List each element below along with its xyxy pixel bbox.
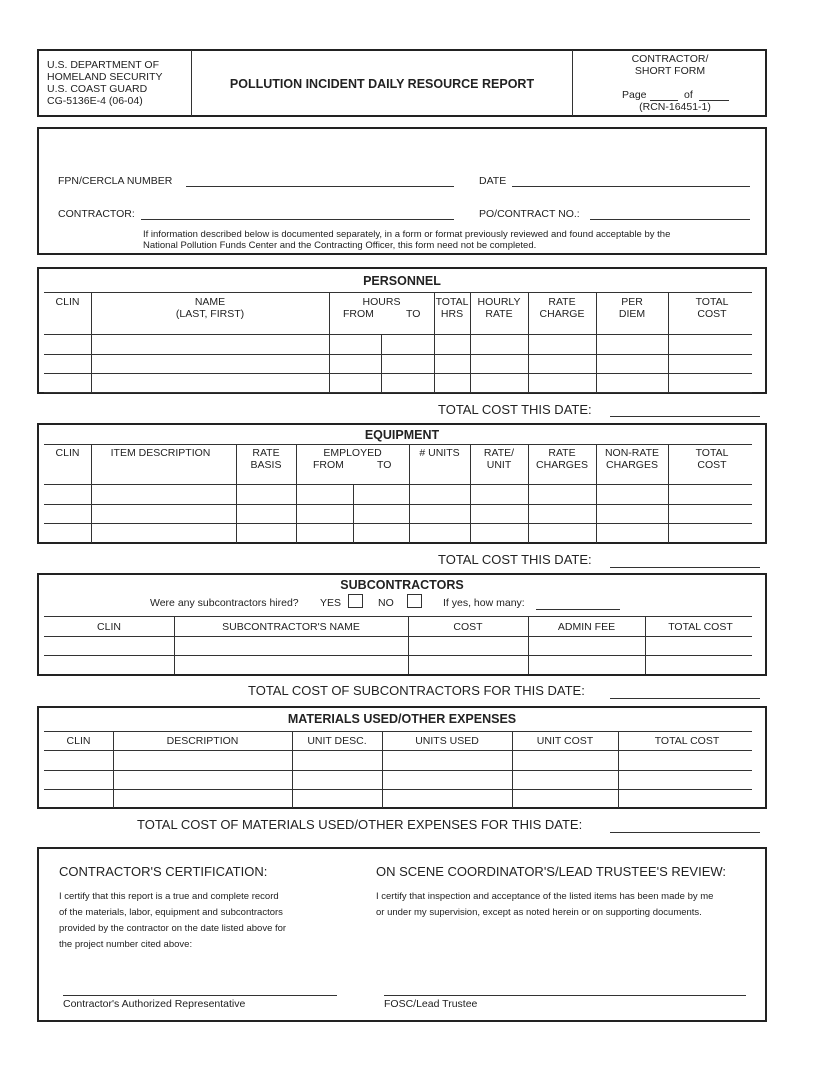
form-title: POLLUTION INCIDENT DAILY RESOURCE REPORT: [229, 77, 535, 91]
materials-top-rule: [44, 731, 752, 732]
equipment-h-rate-charges: RATE: [548, 447, 576, 459]
personnel-h-name-sub: (LAST, FIRST): [175, 308, 245, 320]
date-field[interactable]: [512, 186, 750, 187]
page-label: Page: [622, 89, 647, 101]
equipment-h-rate-charges-sub: CHARGES: [536, 459, 588, 471]
subcontractors-question: Were any subcontractors hired?: [150, 597, 299, 609]
of-label: of: [684, 89, 693, 101]
equipment-col-divider: [353, 484, 354, 543]
certification-text-4: the project number cited above:: [59, 939, 193, 950]
personnel-h-rate-sub: CHARGE: [539, 308, 585, 320]
materials-h-unit-cost: UNIT COST: [536, 735, 594, 747]
personnel-h-totalcost-sub: COST: [697, 308, 727, 320]
equipment-row-rule: [44, 484, 752, 485]
materials-total-field[interactable]: [610, 832, 760, 833]
materials-row-rule: [44, 770, 752, 771]
fosc-signature-label: FOSC/Lead Trustee: [384, 998, 478, 1010]
personnel-h-to: TO: [406, 308, 421, 320]
equipment-h-totalcost-sub: COST: [697, 459, 727, 471]
personnel-h-total: TOTAL: [435, 296, 469, 308]
form-type-line-2: SHORT FORM: [634, 65, 706, 77]
subcontractors-row-rule: [44, 636, 752, 637]
subcontractors-h-cost: COST: [453, 621, 483, 633]
personnel-h-clin: CLIN: [55, 296, 80, 308]
personnel-h-totalcost: TOTAL: [695, 296, 729, 308]
no-label: NO: [378, 597, 394, 609]
agency-line-2: HOMELAND SECURITY: [47, 71, 163, 83]
info-note-line-1: If information described below is documented separately, in a form or format previously reviewed and found acceptable by the: [143, 229, 671, 240]
personnel-h-name: NAME: [194, 296, 226, 308]
contractor-label: CONTRACTOR:: [58, 208, 135, 220]
equipment-h-clin: CLIN: [55, 447, 80, 459]
fpn-field[interactable]: [186, 186, 454, 187]
equipment-top-rule: [44, 444, 752, 445]
equipment-h-units: # UNITS: [419, 447, 460, 459]
rcn-number: (RCN-16451-1): [639, 101, 711, 113]
subcontractors-h-clin: CLIN: [97, 621, 121, 633]
contractor-signature-label: Contractor's Authorized Representative: [63, 998, 246, 1010]
subcontractors-h-name: SUBCONTRACTOR'S NAME: [222, 621, 360, 633]
form-number: CG-5136E-4 (06-04): [47, 95, 143, 107]
certification-text-2: of the materials, labor, equipment and subcontractors: [59, 907, 283, 918]
po-label: PO/CONTRACT NO.:: [479, 208, 580, 220]
form-type-line-1: CONTRACTOR/: [631, 53, 709, 65]
contractor-signature-line[interactable]: [63, 995, 337, 996]
personnel-h-hourly-sub: RATE: [485, 308, 513, 320]
certification-text-3: provided by the contractor on the date listed above for: [59, 923, 287, 934]
info-note-line-2: National Pollution Funds Center and the Contracting Officer, this form need not be completed.: [143, 240, 537, 251]
materials-total-label: TOTAL COST OF MATERIALS USED/OTHER EXPENSES FOR THIS DATE:: [137, 817, 583, 832]
materials-row-rule: [44, 789, 752, 790]
materials-h-units-used: UNITS USED: [415, 735, 479, 747]
review-text-1: I certify that inspection and acceptance of the listed items has been made by me: [376, 891, 714, 902]
personnel-h-hourly: HOURLY: [477, 296, 521, 308]
personnel-h-hours: HOURS: [362, 296, 401, 308]
personnel-col-divider: [381, 334, 382, 392]
materials-h-desc: DESCRIPTION: [166, 735, 239, 747]
equipment-total-field[interactable]: [610, 567, 760, 568]
materials-title: MATERIALS USED/OTHER EXPENSES: [287, 712, 517, 726]
equipment-h-rate-unit: RATE/: [483, 447, 515, 459]
yes-checkbox[interactable]: [348, 594, 363, 608]
subcontractors-total-label: TOTAL COST OF SUBCONTRACTORS FOR THIS DATE:: [248, 683, 585, 698]
equipment-h-totalcost: TOTAL: [695, 447, 729, 459]
certification-title: CONTRACTOR'S CERTIFICATION:: [59, 864, 268, 879]
subcontractors-title: SUBCONTRACTORS: [340, 578, 464, 592]
date-label: DATE: [479, 175, 507, 187]
equipment-h-employed: EMPLOYED: [323, 447, 382, 459]
equipment-h-to: TO: [377, 459, 392, 471]
personnel-row-rule: [44, 354, 752, 355]
equipment-row-rule: [44, 523, 752, 524]
contractor-field[interactable]: [141, 219, 454, 220]
how-many-label: If yes, how many:: [443, 597, 525, 609]
equipment-h-nonrate: NON-RATE: [604, 447, 660, 459]
subcontractors-total-field[interactable]: [610, 698, 760, 699]
personnel-top-rule: [44, 292, 752, 293]
personnel-row-rule: [44, 392, 752, 393]
personnel-h-rate: RATE: [548, 296, 576, 308]
materials-h-clin: CLIN: [66, 735, 91, 747]
equipment-title: EQUIPMENT: [364, 428, 440, 442]
review-title: ON SCENE COORDINATOR'S/LEAD TRUSTEE'S REVIEW:: [376, 864, 727, 879]
subcontractors-h-total: TOTAL COST: [668, 621, 733, 633]
subcontractors-row-rule: [44, 655, 752, 656]
equipment-h-rate-basis-sub: BASIS: [250, 459, 282, 471]
fpn-label: FPN/CERCLA NUMBER: [58, 175, 173, 187]
agency-line-3: U.S. COAST GUARD: [47, 83, 148, 95]
personnel-title: PERSONNEL: [363, 274, 441, 288]
equipment-row-rule: [44, 504, 752, 505]
personnel-row-rule: [44, 334, 752, 335]
review-text-2: or under my supervision, except as noted herein or on supporting documents.: [376, 907, 702, 918]
personnel-h-per: PER: [621, 296, 643, 308]
materials-h-total: TOTAL COST: [654, 735, 720, 747]
personnel-h-from: FROM: [343, 308, 374, 320]
materials-h-unit-desc: UNIT DESC.: [307, 735, 367, 747]
equipment-h-rate-unit-sub: UNIT: [486, 459, 512, 471]
how-many-field[interactable]: [536, 609, 620, 610]
certification-text-1: I certify that this report is a true and complete record: [59, 891, 279, 902]
no-checkbox[interactable]: [407, 594, 422, 608]
fosc-signature-line[interactable]: [384, 995, 746, 996]
agency-line-1: U.S. DEPARTMENT OF: [47, 59, 160, 71]
yes-label: YES: [320, 597, 342, 609]
subcontractors-h-admin: ADMIN FEE: [557, 621, 616, 633]
equipment-h-nonrate-sub: CHARGES: [606, 459, 658, 471]
materials-row-rule: [44, 750, 752, 751]
equipment-h-rate-basis: RATE: [252, 447, 280, 459]
personnel-total-field[interactable]: [610, 416, 760, 417]
equipment-h-from: FROM: [313, 459, 344, 471]
personnel-row-rule: [44, 373, 752, 374]
equipment-total-label: TOTAL COST THIS DATE:: [438, 552, 592, 567]
equipment-h-desc: ITEM DESCRIPTION: [110, 447, 211, 459]
personnel-h-total-sub: HRS: [440, 308, 464, 320]
personnel-total-label: TOTAL COST THIS DATE:: [438, 402, 592, 417]
personnel-h-per-sub: DIEM: [618, 308, 646, 320]
po-field[interactable]: [590, 219, 750, 220]
